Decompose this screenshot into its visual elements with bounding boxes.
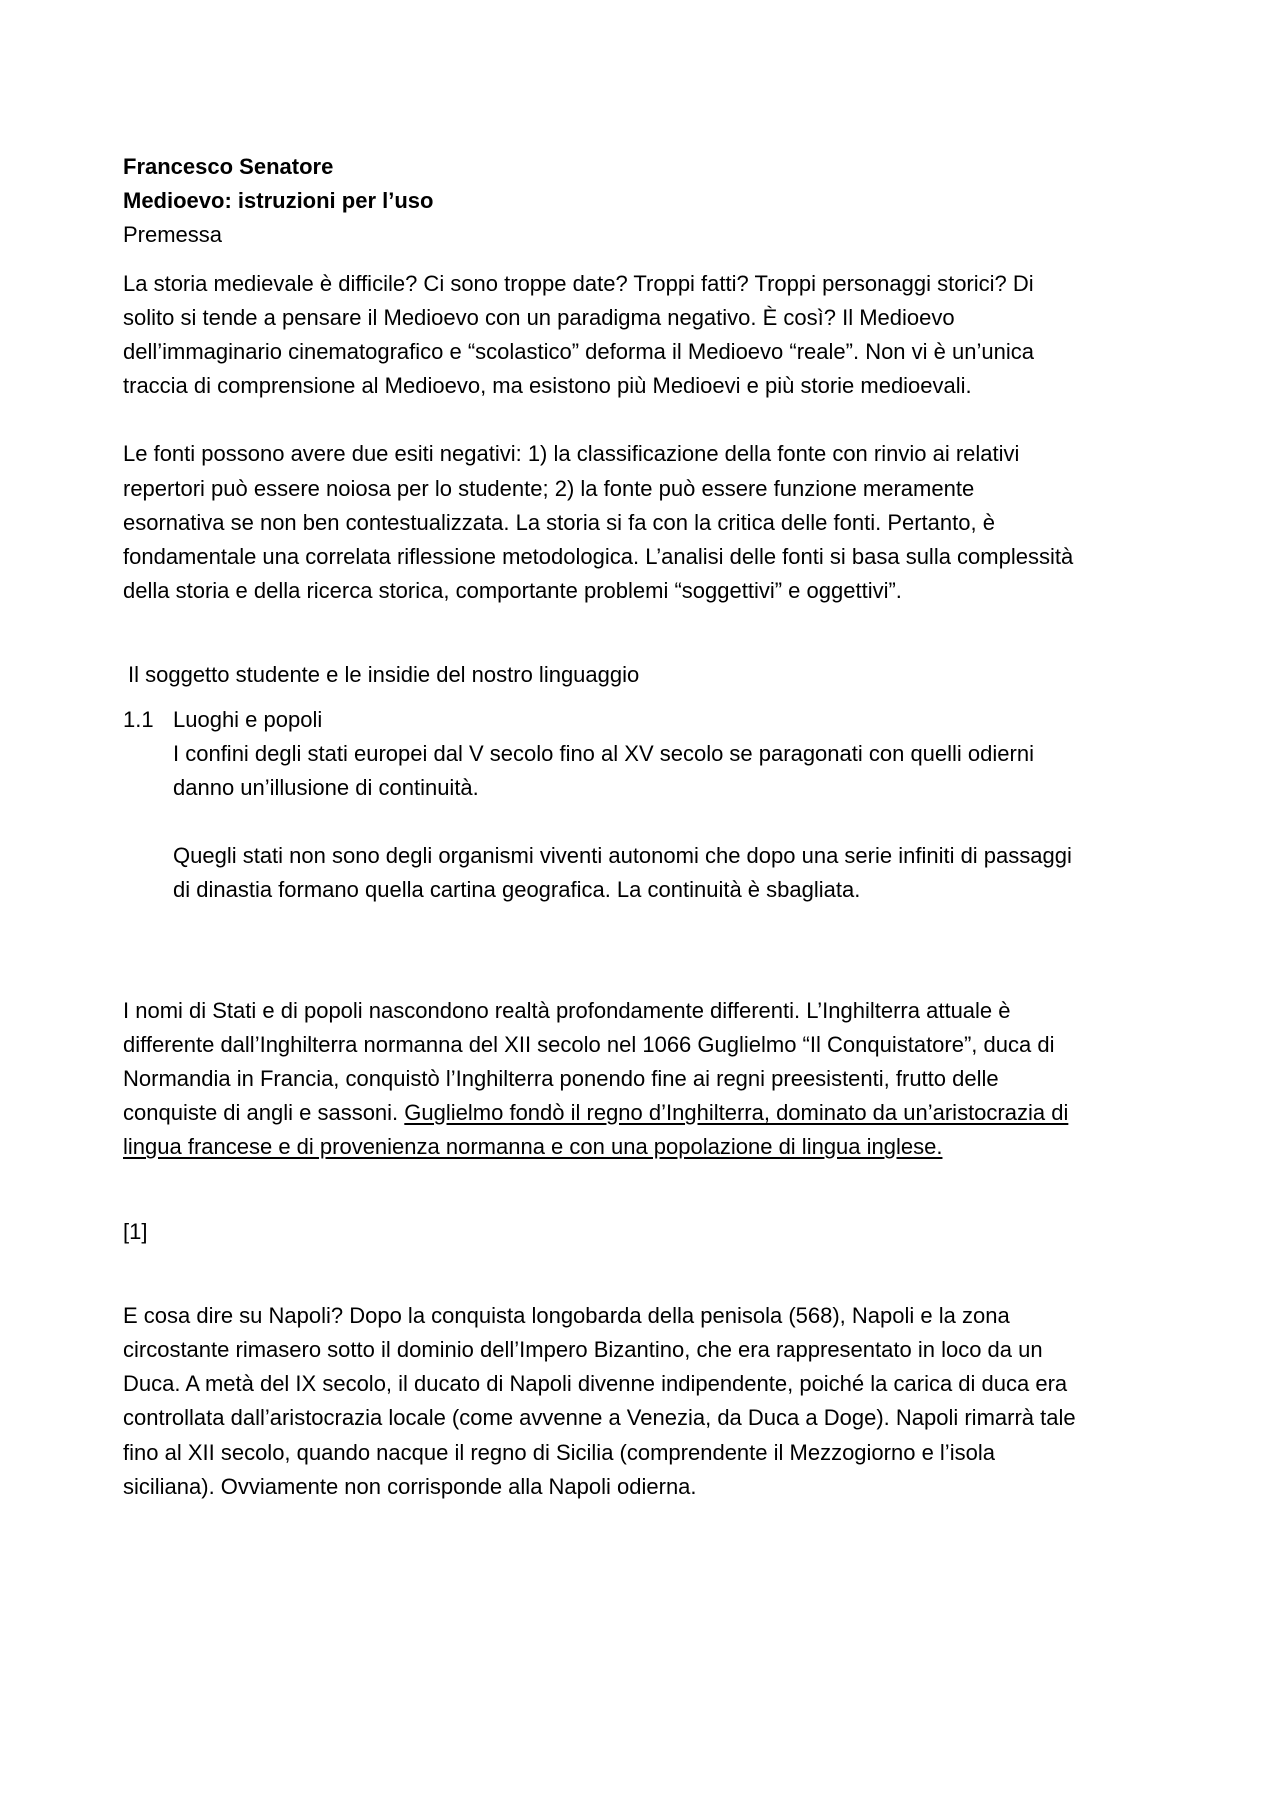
- text-line: fino al XII secolo, quando nacque il regno di Sicilia (comprendente il Mezzogiorno e l’isola: [123, 1439, 995, 1465]
- section-heading: Il soggetto studente e le insidie del nostro linguaggio: [128, 662, 640, 688]
- text-line: della storia e della ricerca storica, comportante problemi “soggettivi” e oggettivi”.: [123, 578, 902, 604]
- text-line: Duca. A metà del IX secolo, il ducato di Napoli divenne indipendente, poiché la carica di duca era: [123, 1371, 1068, 1397]
- subsection-number: 1.1: [123, 706, 154, 732]
- underlined-text: Guglielmo fondò il regno d’Inghilterra, dominato da un’aristocrazia di: [404, 1100, 1069, 1126]
- intro-paragraph-1: [123, 267, 1173, 404]
- subsection-content: [173, 703, 1173, 908]
- document-subtitle: Premessa: [123, 222, 223, 248]
- text-line: traccia di comprensione al Medioevo, ma esistono più Medioevi e più storie medioevali.: [123, 373, 972, 399]
- text-line: solito si tende a pensare il Medioevo con un paradigma negativo. È così? Il Medioevo: [123, 304, 955, 330]
- text-line: differente dall’Inghilterra normanna del XII secolo nel 1066 Guglielmo “Il Conquistatore”, duca di: [123, 1031, 1055, 1057]
- underlined-text: lingua francese e di provenienza normanna e con una popolazione di lingua inglese.: [123, 1134, 943, 1160]
- body-paragraph-3: [123, 994, 1173, 1165]
- text-line: [123, 1096, 1173, 1130]
- text-line: Normandia in Francia, conquistò l’Inghilterra ponendo fine ai regni preesistenti, frutto delle: [123, 1066, 999, 1092]
- text-line: I nomi di Stati e di popoli nascondono realtà profondamente differenti. L’Inghilterra attuale è: [123, 997, 1011, 1023]
- footnote-reference[interactable]: [1]: [123, 1218, 148, 1244]
- document-body: [123, 150, 1173, 1504]
- intro-paragraph-2: [123, 437, 1173, 608]
- text-line: La storia medievale è difficile? Ci sono troppe date? Troppi fatti? Troppi personaggi storici? Di: [123, 270, 1034, 296]
- text-line: siciliana). Ovviamente non corrisponde alla Napoli odierna.: [123, 1473, 697, 1499]
- subsection-title: Luoghi e popoli: [173, 706, 323, 732]
- text-line: Quegli stati non sono degli organismi viventi autonomi che dopo una serie infiniti di passaggi: [173, 843, 1072, 869]
- text-line: circostante rimasero sotto il dominio dell’Impero Bizantino, che era rappresentato in loco da un: [123, 1337, 1043, 1363]
- body-paragraph-4: [123, 1299, 1173, 1504]
- text-line: di dinastia formano quella cartina geografica. La continuità è sbagliata.: [173, 877, 861, 903]
- document-title: Medioevo: istruzioni per l’uso: [123, 188, 434, 214]
- text-line: E cosa dire su Napoli? Dopo la conquista longobarda della penisola (568), Napoli e la zona: [123, 1302, 1010, 1328]
- text-line: esornativa se non ben contestualizzata. La storia si fa con la critica delle fonti. Pertanto, è: [123, 509, 995, 535]
- author-name: Francesco Senatore: [123, 154, 334, 179]
- text-line: dell’immaginario cinematografico e “scolastico” deforma il Medioevo “reale”. Non vi è un’unica: [123, 339, 1034, 365]
- text-line: repertori può essere noiosa per lo studente; 2) la fonte può essere funzione meramente: [123, 475, 975, 501]
- text-line: I confini degli stati europei dal V secolo fino al XV secolo se paragonati con quelli odierni: [173, 740, 1034, 766]
- text-line: danno un’illusione di continuità.: [173, 775, 479, 801]
- text-line: Le fonti possono avere due esiti negativi: 1) la classificazione della fonte con rinvio ai relativi: [123, 441, 1020, 467]
- text-line: fondamentale una correlata riflessione metodologica. L’analisi delle fonti si basa sulla complessità: [123, 544, 1074, 570]
- subsection-1-1: [123, 703, 1173, 908]
- text-line: controllata dall’aristocrazia locale (come avvenne a Venezia, da Duca a Doge). Napoli rimarrà tale: [123, 1405, 1076, 1431]
- plain-text: conquiste di angli e sassoni.: [123, 1100, 405, 1126]
